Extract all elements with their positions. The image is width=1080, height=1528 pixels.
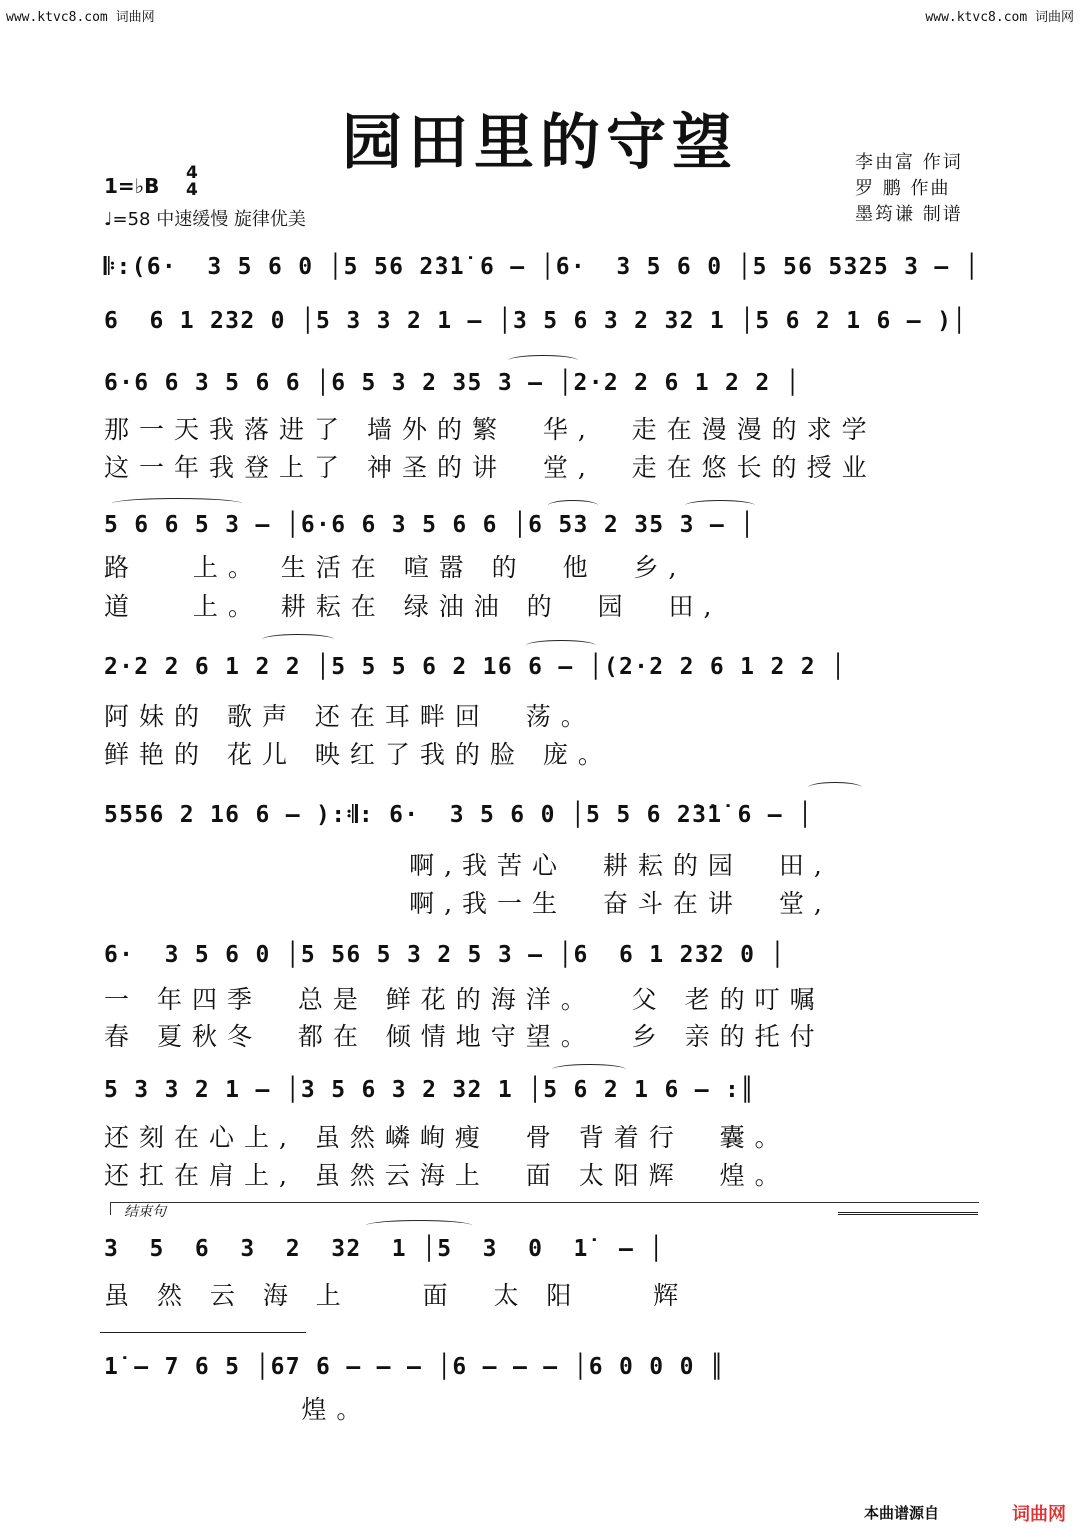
lyric-row-3-verse-1: 那一天我落进了 墙外的繁 华, 走在漫漫的求学 (104, 415, 877, 444)
notation-row-10: 1̇ – 7 6 5 │67 6 – – – │6 – – – │6 0 0 0 ║ (104, 1354, 726, 1380)
notation-row-3: 6·6 6 3 5 6 6 │6 5 3 2 35 3 – │2·2 2 6 1 2 2 │ (104, 370, 801, 396)
song-title: 园田里的守望 (342, 108, 738, 178)
lyric-row-10: 煌。 (104, 1395, 372, 1424)
slur-mark (366, 1220, 472, 1231)
notation-row-8: 5 3 3 2 1 – │3 5 6 3 2 32 1 │5 6 2 1 6 – :║ (104, 1077, 756, 1103)
lyric-row-6-verse-1: 啊,我苦心 耕耘的园 田, (104, 851, 832, 880)
slur-mark (262, 634, 334, 645)
lyricist-credit: 李由富 作词 (855, 152, 963, 173)
ending-slur (838, 1212, 978, 1215)
notation-row-2: 6 6 1 232 0 │5 3 3 2 1 – │3 5 6 3 2 32 1 │5 6 2 1 6 – )│ (104, 308, 968, 334)
slur-mark (526, 640, 596, 651)
transcriber-credit: 墨筠谦 制谱 (855, 204, 963, 225)
slur-mark (112, 498, 242, 509)
lyric-row-8-verse-1: 还刻在心上, 虽然嶙峋瘦 骨 背着行 囊。 (104, 1123, 790, 1152)
notation-row-9: 3 5 6 3 2 32 1 │5 3 0 1̇ – │ (104, 1236, 665, 1262)
footer-source-text: 本曲谱源自 (864, 1504, 940, 1522)
slur-mark (685, 500, 755, 511)
lyric-row-3-verse-2: 这一年我登上了 神圣的讲 堂, 走在悠长的授业 (104, 453, 877, 482)
time-signature-top: 4 (186, 163, 198, 183)
tie-line (100, 1332, 306, 1333)
watermark-left: www.ktvc8.com 词曲网 (6, 10, 155, 25)
key-signature: 1=♭B (104, 174, 160, 198)
slur-mark (548, 500, 598, 511)
lyric-row-4-verse-1: 路 上。 生活在 喧嚣 的 他 乡, (104, 553, 687, 582)
notation-row-7: 6· 3 5 6 0 │5 56 5 3 2 5 3 – │6 6 1 232 0 │ (104, 942, 786, 968)
slur-mark (552, 1064, 626, 1075)
watermark-right: www.ktvc8.com 词曲网 (925, 10, 1074, 25)
lyric-row-5-verse-1: 阿妹的 歌声 还在耳畔回 荡。 (104, 702, 596, 731)
time-signature-bottom: 4 (186, 180, 198, 200)
slur-mark (508, 355, 578, 366)
lyric-row-5-verse-2: 鲜艳的 花儿 映红了我的脸 庞。 (104, 740, 613, 769)
ending-label: 结束句 (124, 1204, 166, 1220)
notation-row-1: 𝄆:(6· 3 5 6 0 │5 56 2̇3̇1̇ 6 – │6· 3 5 6 0 │5 56 5325 3 – │ (104, 254, 980, 280)
footer-logo[interactable]: 词曲网 (1012, 1504, 1066, 1525)
notation-row-4: 5 6 6 5 3 – │6·6 6 3 5 6 6 │6 53 2 35 3 – │ (104, 512, 756, 538)
slur-mark (808, 782, 862, 793)
lyric-row-7-verse-2: 春 夏秋冬 都在 倾情地守望。 乡 亲的托付 (104, 1022, 825, 1051)
lyric-row-6-verse-2: 啊,我一生 奋斗在讲 堂, (104, 889, 832, 918)
tempo-marking: ♩=58 中速缓慢 旋律优美 (104, 209, 306, 230)
lyric-row-8-verse-2: 还扛在肩上, 虽然云海上 面 太阳辉 煌。 (104, 1161, 790, 1190)
composer-credit: 罗 鹏 作曲 (855, 178, 951, 199)
lyric-row-7-verse-1: 一 年四季 总是 鲜花的海洋。 父 老的叮嘱 (104, 985, 825, 1014)
lyric-row-9: 虽 然 云 海 上 面 太 阳 辉 (104, 1281, 689, 1310)
time-signature (186, 165, 198, 199)
lyric-row-4-verse-2: 道 上。 耕耘在 绿油油 的 园 田, (104, 592, 722, 621)
notation-row-5: 2·2 2 6 1 2 2 │5 5 5 6 2 16 6 – │(2·2 2 6 1 2 2 │ (104, 654, 847, 680)
notation-row-6: 5556 2 16 6 – ):𝄇: 6· 3 5 6 0 │5 5 6 2̇3̇1̇ 6 – │ (104, 802, 814, 828)
